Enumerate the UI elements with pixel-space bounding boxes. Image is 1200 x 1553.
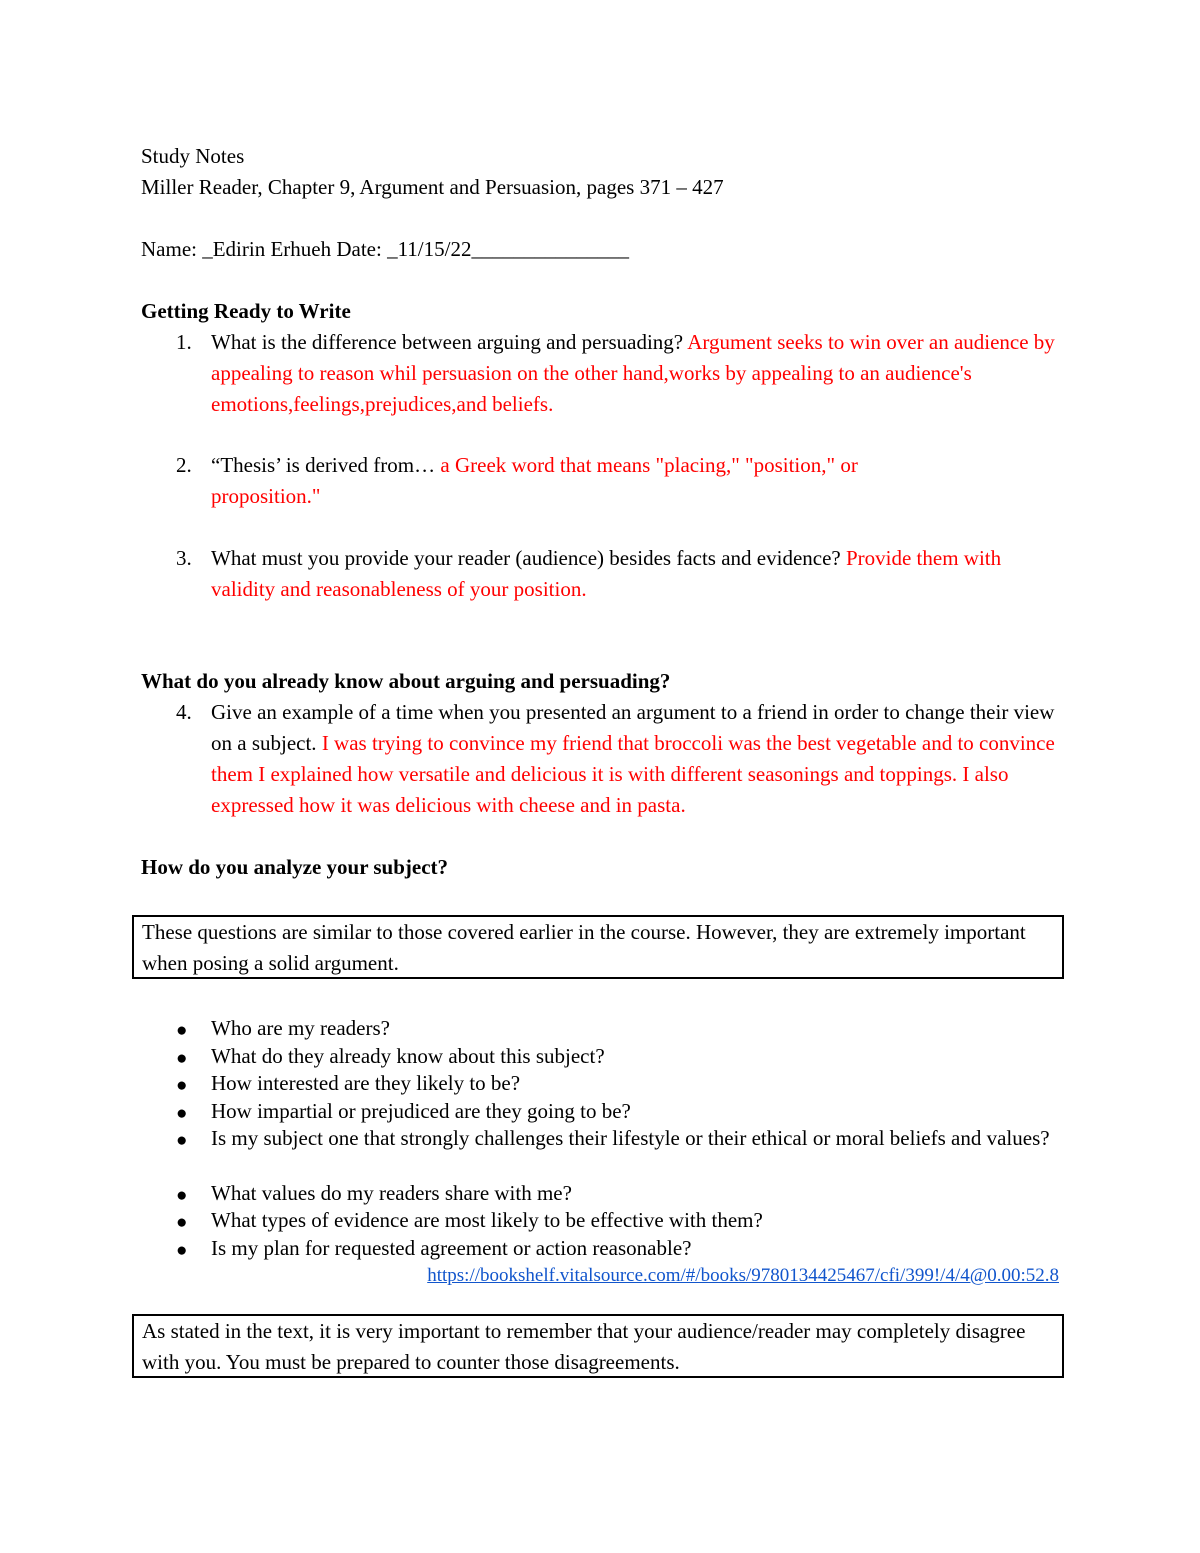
bullet-text: Is my subject one that strongly challenges their lifestyle or their ethical or moral beliefs and values?: [211, 1126, 1050, 1150]
page-title: Study Notes: [141, 144, 245, 168]
question-text: “Thesis’ is derived from…: [211, 453, 436, 477]
closing-note-text: As stated in the text, it is very important to remember that your audience/reader may completely disagree with you. You must be prepared to counter those disagreements.: [142, 1319, 1026, 1374]
question-3: [211, 543, 1061, 605]
answer-text: I was trying to convince my friend that broccoli was the best vegetable and to convince them I explained how versatile and delicious it is with different seasonings and toppings. I also expressed how it was delicious with cheese and in pasta.: [211, 731, 1055, 817]
question-number: 4.: [176, 700, 192, 724]
answer-text: Provide them with validity and reasonableness of your position.: [211, 546, 1002, 601]
bullet-icon: ●: [176, 1240, 188, 1261]
section-heading-getting-ready: Getting Ready to Write: [141, 299, 351, 323]
question-number: 2.: [176, 453, 192, 477]
bullet-icon: ●: [176, 1130, 188, 1151]
note-box: [132, 915, 1064, 979]
section-heading-already-know: What do you already know about arguing and persuading?: [141, 669, 671, 693]
bullet-text: Is my plan for requested agreement or action reasonable?: [211, 1236, 692, 1260]
question-2: [211, 450, 971, 512]
bullet-icon: ●: [176, 1020, 188, 1041]
bullet-icon: ●: [176, 1075, 188, 1096]
question-4: [211, 697, 1071, 821]
bullet-icon: ●: [176, 1048, 188, 1069]
bullet-icon: ●: [176, 1212, 188, 1233]
question-text: What is the difference between arguing and persuading?: [211, 330, 684, 354]
bullet-text: How impartial or prejudiced are they going to be?: [211, 1099, 631, 1123]
closing-note-box: [132, 1314, 1064, 1378]
question-1: [211, 327, 1081, 420]
section-heading-analyze: How do you analyze your subject?: [141, 855, 449, 879]
bullet-icon: ●: [176, 1103, 188, 1124]
question-text: What must you provide your reader (audience) besides facts and evidence?: [211, 546, 841, 570]
answer-text: Argument seeks to win over an audience by appealing to reason whil persuasion on the other hand,works by appealing to an audience's emotions,feelings,prejudices,and beliefs.: [211, 330, 1055, 416]
answer-text: a Greek word that means "placing," "position," or proposition.": [211, 453, 858, 508]
note-text: These questions are similar to those covered earlier in the course. However, they are extremely important when posing a solid argument.: [142, 920, 1026, 975]
source-link[interactable]: https://bookshelf.vitalsource.com/#/books/9780134425467/cfi/399!/4/4@0.00:52.8: [427, 1265, 1059, 1286]
bullet-text: What types of evidence are most likely to be effective with them?: [211, 1208, 763, 1232]
bullet-text: How interested are they likely to be?: [211, 1071, 521, 1095]
bullet-text: What values do my readers share with me?: [211, 1181, 572, 1205]
question-number: 3.: [176, 546, 192, 570]
bullet-text: Who are my readers?: [211, 1016, 390, 1040]
bullet-icon: ●: [176, 1185, 188, 1206]
page-subtitle: Miller Reader, Chapter 9, Argument and Persuasion, pages 371 – 427: [141, 175, 724, 199]
name-date-line: Name: _Edirin Erhueh Date: _11/15/22_______________: [141, 237, 629, 261]
question-text: Give an example of a time when you presented an argument to a friend in order to change their view on a subject.: [211, 700, 1055, 755]
bullet-text: What do they already know about this subject?: [211, 1044, 605, 1068]
question-number: 1.: [176, 330, 192, 354]
